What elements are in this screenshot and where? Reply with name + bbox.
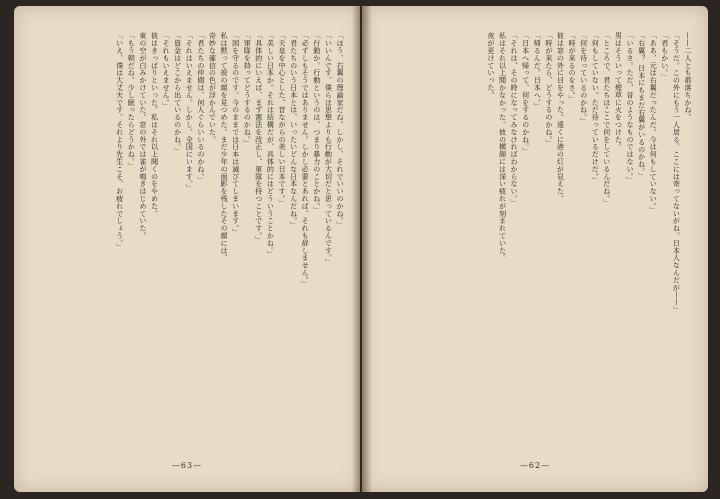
text-line: 「いるさ。ただ、昔のようなものではない。」 xyxy=(626,32,636,184)
text-line: 夜が更けていった。 xyxy=(486,32,496,99)
text-line: 「それは、その時になってみなければわからない。」 xyxy=(510,32,520,207)
text-line: 男はそういって煙草に火をつけた。 xyxy=(614,32,624,151)
left-page xyxy=(14,6,360,492)
text-line: 「君たちのいう日本とは、いったいどんな日本なんだね。」 xyxy=(289,32,299,229)
text-line: 「天皇を中心とした、昔ながらの美しい日本です。」 xyxy=(278,32,288,207)
text-line: 「日本へ帰って、何をするのかね。」 xyxy=(521,32,531,155)
text-line: 「具体的にいえば、まず憲法を改正し、軍隊を持つことです。」 xyxy=(254,32,264,244)
text-line: 「そうだ。この外にもう一人居る。ここには寄ってないがね。日本人なんだが——」 xyxy=(672,32,682,314)
text-line: 彼は窓の外に目をやった。遠くに港の灯が見えた。 xyxy=(556,32,566,203)
right-page-number: —62— xyxy=(519,461,551,470)
text-line: 「いいんです。僕らは思想よりも行動が大切だと思っているんです。」 xyxy=(324,32,334,266)
text-line: 「もう朝だね。少し眠ったらどうかね。」 xyxy=(127,32,137,170)
text-line: 「美しい日本か。それは結構だが、具体的にはどういうことかね。」 xyxy=(266,32,276,258)
text-line: 「時が来るのをさ。」 xyxy=(568,32,578,103)
text-line: 「ほう、右翼の理論家だね。しかし、それでいいのかね。」 xyxy=(336,32,345,229)
text-line: 「時が来たら、どうするのかね。」 xyxy=(544,32,554,147)
text-line: 「君もかい。」 xyxy=(660,32,670,81)
text-line: 「必ずしもそうではありません。しかし必要とあれば、それも辞しません。」 xyxy=(301,32,311,288)
text-line: 「軍隊を持ってどうするのかね。」 xyxy=(243,32,253,147)
text-line: 奇妙な確信の色が浮かんでいた。 xyxy=(208,32,218,143)
book-gutter xyxy=(352,6,372,492)
left-page-number: —63— xyxy=(171,461,203,470)
text-line: 東の空が白みかけていた。窓の外では雀が鳴きはじめていた。 xyxy=(138,32,148,240)
text-line: 「いえ、僕は大丈夫です。それより先生こそ、お疲れでしょう。」 xyxy=(115,32,125,251)
text-line: 「ところで、君たちはここで何をしているんだね。」 xyxy=(602,32,612,207)
text-line: 「君たちの仲間は、何人ぐらいいるのかね。」 xyxy=(196,32,206,184)
text-line: 「資金はどこから出ているのかね。」 xyxy=(173,32,183,155)
text-line: 彼はきっぱりといった。私はそれ以上聞くのをやめた。 xyxy=(150,32,160,217)
text-line: ——二人とも都落ちかね。 xyxy=(684,32,693,121)
text-line: 「何を待っているのかね。」 xyxy=(579,32,589,125)
text-line: 「帰るんだ。日本へ。」 xyxy=(533,32,543,110)
text-line: 「右翼？ 日本にもまだ右翼がいるのかね。」 xyxy=(637,32,647,180)
text-line: 「行動か。行動というのは、つまり暴力のことかね。」 xyxy=(312,32,322,214)
text-line: 「それもいえません。」 xyxy=(162,32,172,110)
text-line: 「国を守るのです。今のままでは日本は滅びてしまいます。」 xyxy=(231,32,241,236)
left-page-text xyxy=(36,32,346,452)
text-line: 「ああ、元は右翼だったんだ。今は何もしていない。」 xyxy=(649,32,659,214)
text-line: 「何もしていない。ただ待っているだけだ。」 xyxy=(591,32,601,184)
right-page-text xyxy=(376,32,694,452)
right-page xyxy=(362,6,708,492)
text-line: 「それはいえません。しかし、全国にいます。」 xyxy=(185,32,195,192)
text-line: 私は黙って彼の顔を見つめた。まだ少年の面影を残したその顔には、 xyxy=(220,32,230,262)
text-line: 私はそれ以上聞かなかった。彼の横顔には深い疲れが刻まれていた。 xyxy=(498,32,508,262)
